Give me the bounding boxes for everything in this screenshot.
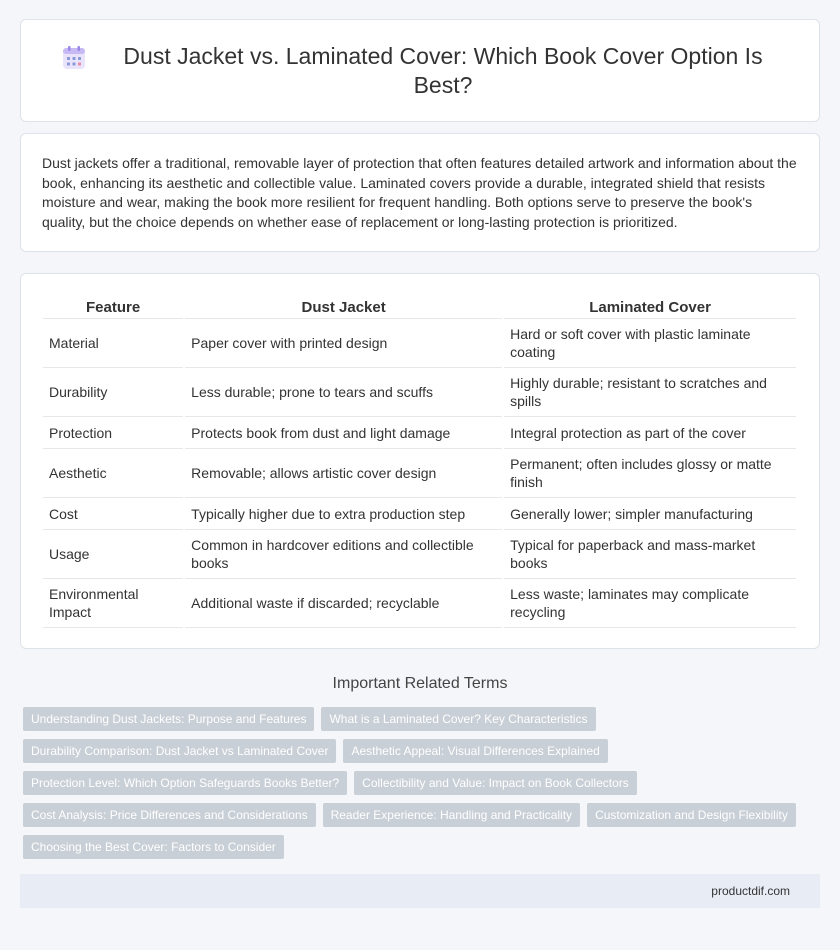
table-row <box>43 530 796 579</box>
dust-jacket-cell: Removable; allows artistic cover design <box>185 449 502 498</box>
table-row <box>43 417 796 449</box>
related-terms-heading: Important Related Terms <box>332 675 508 692</box>
footer <box>20 874 820 908</box>
feature-cell: Cost <box>43 498 183 530</box>
feature-cell: Environmental Impact <box>43 579 183 628</box>
related-tag[interactable]: Understanding Dust Jackets: Purpose and Features <box>23 707 314 731</box>
related-tag[interactable]: Cost Analysis: Price Differences and Considerations <box>23 803 316 827</box>
table-row <box>43 498 796 530</box>
dust-jacket-cell: Common in hardcover editions and collectible books <box>185 530 502 579</box>
laminated-cover-cell: Less waste; laminates may complicate recycling <box>504 579 796 628</box>
related-tag[interactable]: Durability Comparison: Dust Jacket vs Laminated Cover <box>23 739 336 763</box>
laminated-cover-cell: Typical for paperback and mass-market books <box>504 530 796 579</box>
related-tag[interactable]: Aesthetic Appeal: Visual Differences Explained <box>343 739 607 763</box>
laminated-cover-cell: Permanent; often includes glossy or matte finish <box>504 449 796 498</box>
dust-jacket-cell: Less durable; prone to tears and scuffs <box>185 368 502 417</box>
feature-cell: Durability <box>43 368 183 417</box>
related-terms-section <box>0 675 840 867</box>
title-card <box>20 19 820 122</box>
intro-text: Dust jackets offer a traditional, removable layer of protection that often features detailed artwork and information about the book, enhancing its aesthetic and collectible value. Laminated covers provide a durable, integrated shield that resists moisture and wear, making the book more resilient for frequent handling. Both options serve to preserve the book's quality, but the choice depends on whether ease of replacement or long-lasting protection is prioritized. <box>42 155 797 230</box>
related-tag[interactable]: Customization and Design Flexibility <box>587 803 796 827</box>
header-feature: Feature <box>43 296 183 319</box>
laminated-cover-cell: Highly durable; resistant to scratches and spills <box>504 368 796 417</box>
page-title: Dust Jacket vs. Laminated Cover: Which Book Cover Option Is Best? <box>123 42 763 98</box>
dust-jacket-cell: Protects book from dust and light damage <box>185 417 502 449</box>
dust-jacket-cell: Typically higher due to extra production step <box>185 498 502 530</box>
feature-cell: Protection <box>43 417 183 449</box>
feature-cell: Usage <box>43 530 183 579</box>
feature-cell: Aesthetic <box>43 449 183 498</box>
table-row <box>43 449 796 498</box>
title-wrap <box>61 42 779 100</box>
laminated-cover-cell: Hard or soft cover with plastic laminate coating <box>504 319 796 368</box>
table-row <box>43 579 796 628</box>
header-laminated-cover: Laminated Cover <box>504 296 796 319</box>
laminated-cover-cell: Integral protection as part of the cover <box>504 417 796 449</box>
related-tag[interactable]: Protection Level: Which Option Safeguards Books Better? <box>23 771 347 795</box>
dust-jacket-cell: Paper cover with printed design <box>185 319 502 368</box>
feature-cell: Material <box>43 319 183 368</box>
comparison-table <box>41 296 798 628</box>
table-row <box>43 319 796 368</box>
related-tag[interactable]: Collectibility and Value: Impact on Book Collectors <box>354 771 637 795</box>
related-tag[interactable]: What is a Laminated Cover? Key Characteristics <box>321 707 595 731</box>
footer-site[interactable]: productdif.com <box>711 884 790 898</box>
laminated-cover-cell: Generally lower; simpler manufacturing <box>504 498 796 530</box>
calendar-grid-icon <box>61 45 87 71</box>
table-header-row <box>43 296 796 319</box>
intro-card <box>20 133 820 252</box>
header-dust-jacket: Dust Jacket <box>185 296 502 319</box>
related-tags <box>0 707 840 867</box>
related-tag[interactable]: Reader Experience: Handling and Practicality <box>323 803 580 827</box>
dust-jacket-cell: Additional waste if discarded; recyclable <box>185 579 502 628</box>
related-tag[interactable]: Choosing the Best Cover: Factors to Consider <box>23 835 284 859</box>
table-row <box>43 368 796 417</box>
comparison-table-card <box>20 273 820 649</box>
